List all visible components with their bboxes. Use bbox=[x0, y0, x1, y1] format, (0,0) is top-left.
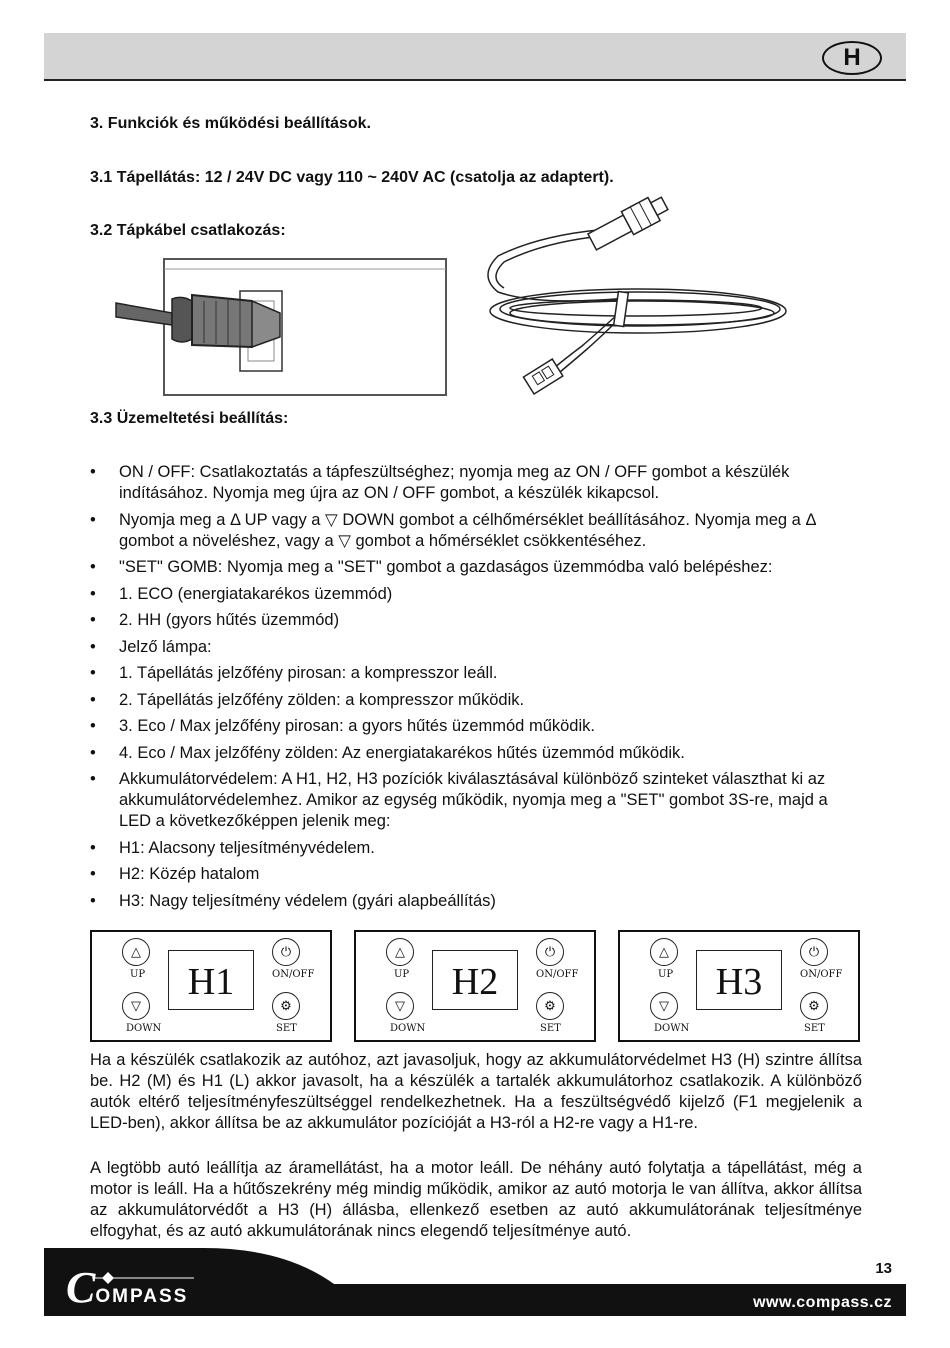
down-triangle-icon: ▽ bbox=[650, 992, 678, 1020]
control-panel-h3 bbox=[618, 930, 860, 1042]
list-item: • Jelző lámpa: bbox=[90, 637, 862, 658]
onoff-label: ON/OFF bbox=[800, 969, 843, 980]
compass-logo: COMPASS bbox=[66, 1263, 189, 1312]
header-bar bbox=[44, 33, 906, 81]
engine-off-paragraph: A legtöbb autó leállítja az áramellátást, ha a motor leáll. De néhány autó folytatja a tápellátást, még a motor is leáll. Ha a hűtőszekrény még mindig működik, amikor az autó motorja le van állítva, akkor állítsa az akkumulátorvédőt a H3 (H) állásba, ellenkező esetben az autó akkumulátorának teljesítménye elfogyhat, és az autó akkumulátorának nincs elegendő teljesítménye autó. bbox=[90, 1159, 862, 1240]
operation-bullet-list bbox=[90, 462, 862, 917]
list-item: • "SET" GOMB: Nyomja meg a "SET" gombot a gazdaságos üzemmódba való belépéshez: bbox=[90, 557, 862, 578]
power-icon: ⏻ bbox=[800, 938, 828, 966]
onoff-label: ON/OFF bbox=[536, 969, 579, 980]
set-label: SET bbox=[276, 1023, 297, 1034]
website-link[interactable]: www.compass.cz bbox=[753, 1294, 892, 1311]
gear-icon: ⚙ bbox=[272, 992, 300, 1020]
power-icon: ⏻ bbox=[272, 938, 300, 966]
control-panel-h2 bbox=[354, 930, 596, 1042]
down-triangle-icon: ▽ bbox=[122, 992, 150, 1020]
up-triangle-icon: △ bbox=[386, 938, 414, 966]
control-panel-h1 bbox=[90, 930, 332, 1042]
control-panel-row bbox=[90, 930, 862, 1042]
list-item: • H1: Alacsony teljesítményvédelem. bbox=[90, 838, 862, 859]
coiled-power-cable-illustration bbox=[478, 196, 808, 396]
battery-protection-paragraph: Ha a készülék csatlakozik az autóhoz, azt javasoljuk, hogy az akkumulátorvédelmet H3 (H) szintre állítsa be. H2 (M) és H1 (L) akkor javasolt, ha a készülék a tartalék akkumulátorhoz csatlakozik. A különböző autók eltérő teljesítményfeszültséggel rendelkezhetnek. Ha a feszültségvédő kijelző (F1 megjelenik a LED-ben), akkor állítsa be az akkumulátor pozícióját a H3-ról a H2-re vagy a H1-re. bbox=[90, 1051, 862, 1132]
language-badge: H bbox=[822, 41, 882, 75]
list-item: • 2. HH (gyors hűtés üzemmód) bbox=[90, 610, 862, 631]
section-heading-3-1: 3.1 Tápellátás: 12 / 24V DC vagy 110 ~ 240V AC (csatolja az adaptert). bbox=[90, 169, 614, 186]
section-heading-3-2: 3.2 Tápkábel csatlakozás: bbox=[90, 222, 286, 239]
up-label: UP bbox=[394, 969, 410, 980]
section-heading-3: 3. Funkciók és működési beállítások. bbox=[90, 115, 371, 132]
list-item: • H3: Nagy teljesítmény védelem (gyári alapbeállítás) bbox=[90, 891, 862, 912]
gear-icon: ⚙ bbox=[800, 992, 828, 1020]
gear-icon: ⚙ bbox=[536, 992, 564, 1020]
down-label: DOWN bbox=[126, 1023, 162, 1034]
up-label: UP bbox=[658, 969, 674, 980]
list-item: • H2: Közép hatalom bbox=[90, 864, 862, 885]
list-item: • 3. Eco / Max jelzőfény pirosan: a gyors hűtés üzemmód működik. bbox=[90, 716, 862, 737]
list-item: • 4. Eco / Max jelzőfény zölden: Az energiatakarékos hűtés üzemmód működik. bbox=[90, 743, 862, 764]
power-icon: ⏻ bbox=[536, 938, 564, 966]
list-item: • ON / OFF: Csatlakoztatás a tápfeszültséghez; nyomja meg az ON / OFF gombot a készülék indításához. Nyomja meg újra az ON / OFF gombot, a készülék kikapcsol. bbox=[90, 462, 862, 504]
set-label: SET bbox=[804, 1023, 825, 1034]
onoff-label: ON/OFF bbox=[272, 969, 315, 980]
list-item: • 2. Tápellátás jelzőfény zölden: a kompresszor működik. bbox=[90, 690, 862, 711]
list-item: • 1. ECO (energiatakarékos üzemmód) bbox=[90, 584, 862, 605]
list-item: • Nyomja meg a Δ UP vagy a ▽ DOWN gombot a célhőmérséklet beállításához. Nyomja meg a Δ gombot a növeléshez, vagy a ▽ gombot a hőmérséklet csökkentéséhez. bbox=[90, 510, 862, 552]
down-triangle-icon: ▽ bbox=[386, 992, 414, 1020]
section-heading-3-3: 3.3 Üzemeltetési beállítás: bbox=[90, 410, 289, 427]
up-triangle-icon: △ bbox=[650, 938, 678, 966]
set-label: SET bbox=[540, 1023, 561, 1034]
page-number: 13 bbox=[875, 1260, 892, 1277]
down-label: DOWN bbox=[654, 1023, 690, 1034]
up-label: UP bbox=[130, 969, 146, 980]
up-triangle-icon: △ bbox=[122, 938, 150, 966]
led-display: H1 bbox=[168, 950, 254, 1010]
list-item: • 1. Tápellátás jelzőfény pirosan: a kompresszor leáll. bbox=[90, 663, 862, 684]
list-item: • Akkumulátorvédelem: A H1, H2, H3 pozíciók kiválasztásával különböző szinteket választhat ki az akkumulátorvédelemhez. Amikor az egység működik, nyomja meg a "SET" gombot 3S-re, majd a LED a következőképpen jelenik meg: bbox=[90, 769, 862, 832]
led-display: H3 bbox=[696, 950, 782, 1010]
led-display: H2 bbox=[432, 950, 518, 1010]
down-label: DOWN bbox=[390, 1023, 426, 1034]
socket-plug-illustration bbox=[112, 255, 452, 400]
